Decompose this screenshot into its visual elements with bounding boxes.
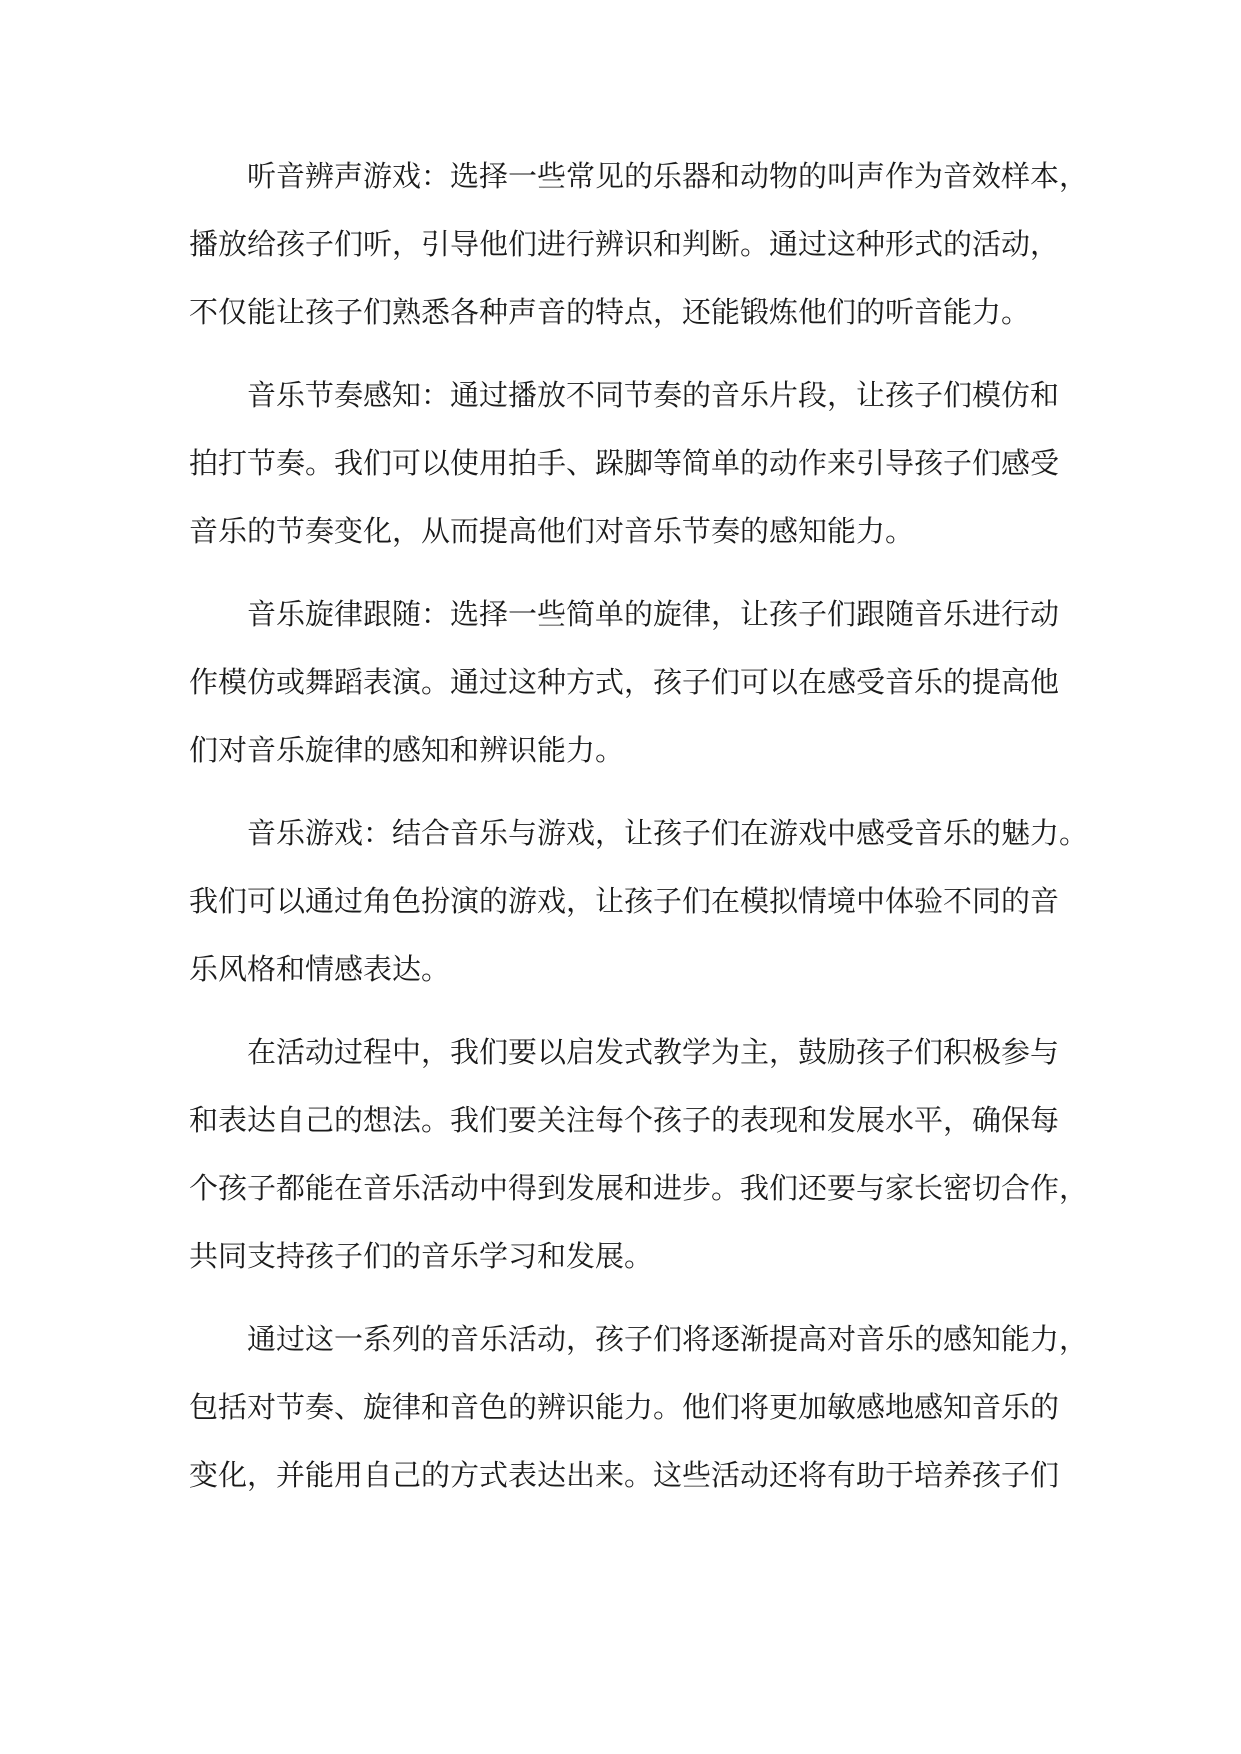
- paragraph-line: 音乐游戏：结合音乐与游戏，让孩子们在游戏中感受音乐的魅力。: [247, 816, 1089, 850]
- paragraph-line: 不仅能让孩子们熟悉各种声音的特点，还能锻炼他们的听音能力。: [189, 295, 1031, 329]
- paragraph-3: [189, 580, 1089, 784]
- paragraph-line: 在活动过程中，我们要以启发式教学为主，鼓励孩子们积极参与: [247, 1035, 1060, 1069]
- paragraph-spacer: [189, 346, 1089, 361]
- paragraph-4: [189, 799, 1089, 1003]
- paragraph-2: [189, 361, 1089, 565]
- paragraph-line: 听音辨声游戏：选择一些常见的乐器和动物的叫声作为音效样本，: [247, 159, 1089, 193]
- paragraph-line: 音乐的节奏变化，从而提高他们对音乐节奏的感知能力。: [189, 514, 915, 548]
- paragraph-line: 音乐旋律跟随：选择一些简单的旋律，让孩子们跟随音乐进行动: [247, 597, 1060, 631]
- paragraph-spacer: [189, 1003, 1089, 1018]
- paragraph-line: 作模仿或舞蹈表演。通过这种方式，孩子们可以在感受音乐的提高他: [189, 665, 1060, 699]
- document-body: [189, 142, 1089, 1509]
- paragraph-6: [189, 1305, 1089, 1509]
- paragraph-line: 拍打节奏。我们可以使用拍手、跺脚等简单的动作来引导孩子们感受: [189, 446, 1060, 480]
- paragraph-line: 们对音乐旋律的感知和辨识能力。: [189, 733, 625, 767]
- paragraph-line: 共同支持孩子们的音乐学习和发展。: [189, 1239, 654, 1273]
- paragraph-line: 包括对节奏、旋律和音色的辨识能力。他们将更加敏感地感知音乐的: [189, 1390, 1060, 1424]
- paragraph-line: 乐风格和情感表达。: [189, 952, 451, 986]
- paragraph-line: 变化，并能用自己的方式表达出来。这些活动还将有助于培养孩子们: [189, 1458, 1060, 1492]
- paragraph-5: [189, 1018, 1089, 1290]
- paragraph-line: 播放给孩子们听，引导他们进行辨识和判断。通过这种形式的活动，: [189, 227, 1060, 261]
- paragraph-spacer: [189, 784, 1089, 799]
- paragraph-line: 音乐节奏感知：通过播放不同节奏的音乐片段，让孩子们模仿和: [247, 378, 1060, 412]
- paragraph-line: 和表达自己的想法。我们要关注每个孩子的表现和发展水平，确保每: [189, 1103, 1060, 1137]
- paragraph-line: 我们可以通过角色扮演的游戏，让孩子们在模拟情境中体验不同的音: [189, 884, 1060, 918]
- paragraph-spacer: [189, 565, 1089, 580]
- paragraph-line: 个孩子都能在音乐活动中得到发展和进步。我们还要与家长密切合作，: [189, 1171, 1089, 1205]
- paragraph-spacer: [189, 1290, 1089, 1305]
- paragraph-1: [189, 142, 1089, 346]
- paragraph-line: 通过这一系列的音乐活动，孩子们将逐渐提高对音乐的感知能力，: [247, 1322, 1089, 1356]
